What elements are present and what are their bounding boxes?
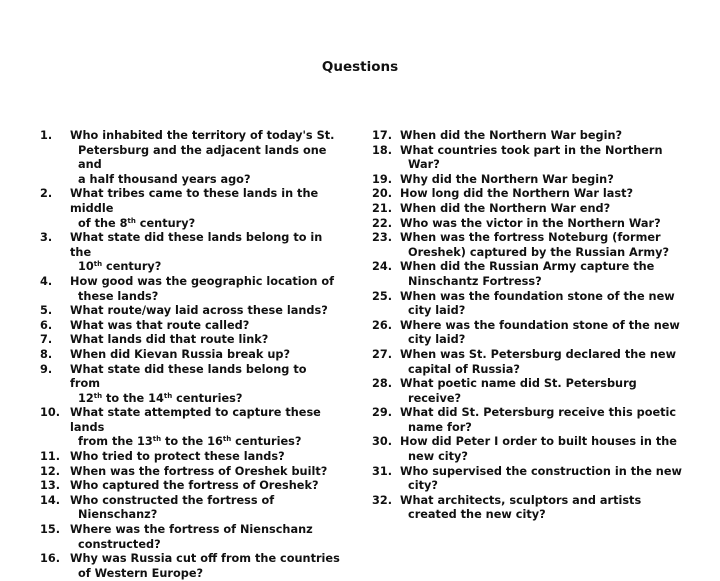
question-text-line: When was the foundation stone of the new <box>400 289 675 303</box>
question-number: 3. <box>40 231 53 245</box>
question-text-line: How good was the geographic location of <box>70 274 335 288</box>
question-text-line: new city? <box>408 450 468 464</box>
question-item <box>372 217 702 232</box>
question-item <box>40 348 340 363</box>
question-item <box>372 348 702 377</box>
question-text-line: 10th century? <box>78 260 162 274</box>
question-item <box>372 435 702 464</box>
question-item <box>40 479 340 494</box>
question-item <box>372 173 702 188</box>
question-text-line: these lands? <box>78 289 159 303</box>
question-item <box>40 363 340 407</box>
question-item <box>372 465 702 494</box>
question-text-line: When was the fortress of Oreshek built? <box>70 464 328 478</box>
question-number: 27. <box>372 347 393 361</box>
question-item <box>372 187 702 202</box>
question-text-line: Where was the foundation stone of the new <box>400 318 680 332</box>
question-text-line: city laid? <box>408 304 466 318</box>
question-item <box>372 377 702 406</box>
question-number: 11. <box>40 450 61 464</box>
question-item <box>40 494 340 523</box>
question-text-line: What state did these lands belong to from <box>70 362 307 391</box>
question-text-line: constructed? <box>78 537 161 551</box>
question-item <box>40 523 340 552</box>
question-number: 23. <box>372 231 393 245</box>
question-item <box>372 202 702 217</box>
question-text-line: Who supervised the construction in the new <box>400 464 682 478</box>
question-text-line: name for? <box>408 420 472 434</box>
question-text-line: of the 8th century? <box>78 216 196 230</box>
question-number: 20. <box>372 187 393 201</box>
question-number: 4. <box>40 274 53 288</box>
question-number: 22. <box>372 216 393 230</box>
question-text-line: created the new city? <box>408 508 546 522</box>
question-item <box>372 129 702 144</box>
question-number: 15. <box>40 523 61 537</box>
question-number: 21. <box>372 201 393 215</box>
question-item <box>40 129 340 187</box>
question-text-line: When did the Northern War end? <box>400 201 611 215</box>
question-text-line: What did St. Petersburg receive this poetic <box>400 406 677 420</box>
question-text-line: Who captured the fortress of Oreshek? <box>70 479 319 493</box>
question-item <box>40 319 340 334</box>
question-item <box>40 187 340 231</box>
question-number: 26. <box>372 318 393 332</box>
question-number: 9. <box>40 362 53 376</box>
question-item <box>40 275 340 304</box>
questions-column-left <box>40 129 340 581</box>
question-item <box>40 406 340 450</box>
question-text-line: Why was Russia cut off from the countries <box>70 552 340 566</box>
question-text-line: What poetic name did St. Petersburg <box>400 377 637 391</box>
question-text-line: When did Kievan Russia break up? <box>70 347 291 361</box>
question-number: 28. <box>372 377 393 391</box>
question-text-line: What countries took part in the Northern <box>400 143 663 157</box>
questions-column-right <box>372 129 702 523</box>
question-text-line: Who inhabited the territory of today's St. <box>70 129 335 142</box>
question-item <box>372 290 702 319</box>
question-number: 2. <box>40 187 53 201</box>
question-text-line: Who constructed the fortress of <box>70 493 275 507</box>
question-text-line: Ninschantz Fortress? <box>408 274 542 288</box>
question-number: 5. <box>40 304 53 318</box>
question-number: 14. <box>40 493 61 507</box>
question-text-line: When did the Northern War begin? <box>400 129 623 142</box>
question-number: 32. <box>372 493 393 507</box>
question-text-line: city laid? <box>408 333 466 347</box>
question-number: 6. <box>40 318 53 332</box>
question-number: 24. <box>372 260 393 274</box>
question-text-line: Who tried to protect these lands? <box>70 450 285 464</box>
question-number: 7. <box>40 333 53 347</box>
question-text-line: When was St. Petersburg declared the new <box>400 347 677 361</box>
question-text-line: War? <box>408 158 440 172</box>
question-text-line: What state did these lands belong to in the <box>70 231 323 259</box>
question-number: 19. <box>372 172 393 186</box>
question-text-line: a half thousand years ago? <box>78 172 251 186</box>
question-text-line: Who was the victor in the Northern War? <box>400 216 661 230</box>
question-number: 12. <box>40 464 61 478</box>
question-text-line: What architects, sculptors and artists <box>400 493 642 507</box>
question-text-line: 12th to the 14th centuries? <box>78 391 243 405</box>
question-item <box>372 260 702 289</box>
question-item <box>372 144 702 173</box>
question-text-line: Why did the Northern War begin? <box>400 172 614 186</box>
question-text-line: When did the Russian Army capture the <box>400 260 655 274</box>
question-item <box>372 406 702 435</box>
question-text-line: of Western Europe? <box>78 566 204 580</box>
question-text-line: from the 13th to the 16th centuries? <box>78 435 302 449</box>
question-text-line: How did Peter I order to built houses in the <box>400 435 677 449</box>
question-item <box>40 552 340 581</box>
question-text-line: capital of Russia? <box>408 362 520 376</box>
question-number: 8. <box>40 347 53 361</box>
question-number: 1. <box>40 129 53 142</box>
question-number: 17. <box>372 129 393 142</box>
question-item <box>40 333 340 348</box>
question-text-line: What state attempted to capture these lands <box>70 406 321 434</box>
page-title: Questions <box>321 59 399 75</box>
question-text-line: Petersburg and the adjacent lands one and <box>78 143 327 172</box>
question-number: 30. <box>372 435 393 449</box>
question-text-line: What was that route called? <box>70 318 250 332</box>
question-text-line: city? <box>408 479 438 493</box>
question-text-line: When was the fortress Noteburg (former <box>400 231 661 245</box>
question-item <box>40 450 340 465</box>
question-text-line: Nienschanz? <box>78 508 158 522</box>
question-text-line: What lands did that route link? <box>70 333 269 347</box>
question-text-line: Where was the fortress of Nienschanz <box>70 523 313 537</box>
question-item <box>372 319 702 348</box>
question-item <box>40 465 340 480</box>
question-text-line: What tribes came to these lands in the middle <box>70 187 319 215</box>
question-number: 29. <box>372 406 393 420</box>
question-text-line: Oreshek) captured by the Russian Army? <box>408 245 670 259</box>
question-number: 18. <box>372 143 393 157</box>
question-item <box>40 304 340 319</box>
question-text-line: What route/way laid across these lands? <box>70 304 328 318</box>
question-item <box>40 231 340 275</box>
question-number: 13. <box>40 479 61 493</box>
question-item <box>372 494 702 523</box>
question-text-line: receive? <box>408 391 462 405</box>
question-item <box>372 231 702 260</box>
question-text-line: How long did the Northern War last? <box>400 187 634 201</box>
question-number: 16. <box>40 552 61 566</box>
question-number: 31. <box>372 464 393 478</box>
question-number: 10. <box>40 406 61 420</box>
question-number: 25. <box>372 289 393 303</box>
